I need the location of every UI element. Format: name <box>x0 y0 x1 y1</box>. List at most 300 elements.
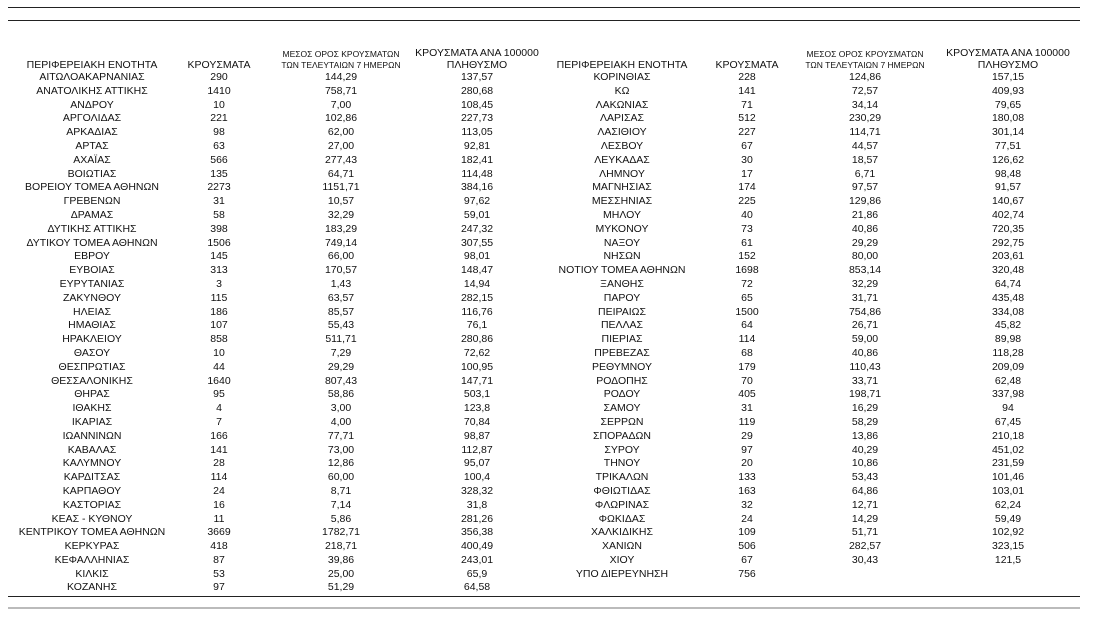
per-100000-cell: 123,8 <box>463 402 491 415</box>
table-row <box>14 581 1076 595</box>
region-cell: ΜΑΓΝΗΣΙΑΣ <box>592 181 652 194</box>
regional-cases-table <box>14 42 1076 595</box>
avg-7-days-cell: 72,57 <box>851 84 879 97</box>
cases-cell: 24 <box>213 484 225 497</box>
per-100000-cell: 140,67 <box>991 195 1025 208</box>
table-row <box>14 168 1076 182</box>
avg-7-days-cell: 6,71 <box>854 167 876 180</box>
avg-7-days-cell: 18,57 <box>851 153 879 166</box>
region-cell: ΞΑΝΘΗΣ <box>600 277 644 290</box>
region-cell: ΝΗΣΩΝ <box>603 250 641 263</box>
table-row <box>14 499 1076 513</box>
avg-7-days-cell: 51,71 <box>851 526 879 539</box>
per-100000-cell: 108,45 <box>460 98 494 111</box>
cases-cell: 17 <box>741 167 753 180</box>
per-100000-cell: 137,57 <box>460 71 494 83</box>
cases-cell: 163 <box>738 484 756 497</box>
per-100000-cell: 180,08 <box>991 112 1025 125</box>
region-cell: ΣΥΡΟΥ <box>604 443 640 456</box>
region-cell: ΗΡΑΚΛΕΙΟΥ <box>62 333 122 346</box>
avg-7-days-cell: 758,71 <box>324 84 358 97</box>
avg-7-days-cell: 34,14 <box>851 98 879 111</box>
bottom-shadow-rule <box>8 607 1080 609</box>
table-row <box>14 416 1076 430</box>
region-cell: ΙΘΑΚΗΣ <box>72 402 112 415</box>
avg-7-days-cell: 8,71 <box>330 484 352 497</box>
avg-7-days-cell: 5,86 <box>330 512 352 525</box>
region-cell: ΑΡΓΟΛΙΔΑΣ <box>62 112 122 125</box>
per-100000-cell: 227,73 <box>460 112 494 125</box>
cases-cell: 179 <box>738 360 756 373</box>
per-100000-cell: 76,1 <box>466 319 488 332</box>
avg-7-days-cell: 218,71 <box>324 540 358 553</box>
cases-cell: 858 <box>210 333 228 346</box>
region-cell: ΗΜΑΘΙΑΣ <box>68 319 116 332</box>
region-cell: ΛΕΥΚΑΔΑΣ <box>594 153 650 166</box>
region-cell: ΦΛΩΡΙΝΑΣ <box>594 498 650 511</box>
avg-7-days-cell: 40,86 <box>851 346 879 359</box>
avg-7-days-cell: 749,14 <box>324 236 358 249</box>
table-row <box>14 471 1076 485</box>
table-row <box>14 85 1076 99</box>
avg-7-days-cell <box>790 581 940 595</box>
avg-7-days-cell: 51,29 <box>327 581 355 594</box>
table-row <box>14 250 1076 264</box>
cases-cell: 64 <box>741 319 753 332</box>
cases-cell: 152 <box>738 250 756 263</box>
table-row <box>14 361 1076 375</box>
cases-cell: 756 <box>738 567 756 580</box>
cases-cell: 225 <box>738 195 756 208</box>
avg-7-days-cell: 85,57 <box>327 305 355 318</box>
cases-cell: 58 <box>213 208 225 221</box>
cases-cell: 4 <box>216 402 222 415</box>
avg-7-days-cell: 1151,71 <box>322 181 360 194</box>
per-100000-cell: 292,75 <box>991 236 1025 249</box>
header-avg-7-days: ΜΕΣΟΣ ΟΡΟΣ ΚΡΟΥΣΜΑΤΩΝ ΤΩΝ ΤΕΛΕΥΤΑΙΩΝ 7 ΗΜΕΡΩΝ <box>805 49 925 70</box>
cases-cell: 1410 <box>207 84 231 97</box>
avg-7-days-cell: 282,57 <box>848 540 882 553</box>
table-row <box>14 209 1076 223</box>
avg-7-days-cell: 170,57 <box>324 264 358 277</box>
per-100000-cell: 384,16 <box>460 181 494 194</box>
region-cell: ΝΟΤΙΟΥ ΤΟΜΕΑ ΑΘΗΝΩΝ <box>558 264 686 277</box>
avg-7-days-cell: 16,29 <box>851 402 879 415</box>
region-cell: ΠΑΡΟΥ <box>603 291 641 304</box>
region-cell: ΠΙΕΡΙΑΣ <box>601 333 643 346</box>
table-row <box>14 347 1076 361</box>
per-100000-cell: 101,46 <box>991 471 1025 484</box>
region-cell: ΚΑΡΠΑΘΟΥ <box>62 484 122 497</box>
cases-cell: 31 <box>213 195 225 208</box>
cases-cell: 72 <box>741 277 753 290</box>
region-cell <box>540 581 704 595</box>
region-cell: ΣΑΜΟΥ <box>603 402 641 415</box>
avg-7-days-cell: 39,86 <box>327 553 355 566</box>
region-cell: ΚΟΡΙΝΘΙΑΣ <box>593 71 651 83</box>
per-100000-cell: 435,48 <box>991 291 1025 304</box>
region-cell: ΕΒΡΟΥ <box>74 250 110 263</box>
region-cell: ΛΑΚΩΝΙΑΣ <box>595 98 649 111</box>
region-cell: ΣΠΟΡΑΔΩΝ <box>593 429 651 442</box>
table-row <box>14 333 1076 347</box>
per-100000-cell: 337,98 <box>991 388 1025 401</box>
cases-cell: 566 <box>210 153 228 166</box>
per-100000-cell: 182,41 <box>460 153 494 166</box>
cases-cell: 228 <box>738 71 756 83</box>
cases-cell: 67 <box>741 553 753 566</box>
per-100000-cell: 280,86 <box>460 333 494 346</box>
region-cell: ΘΕΣΠΡΩΤΙΑΣ <box>58 360 126 373</box>
per-100000-cell: 114,48 <box>461 167 493 180</box>
avg-7-days-cell: 53,43 <box>851 471 879 484</box>
avg-7-days-cell: 1,43 <box>330 277 352 290</box>
table-row <box>14 264 1076 278</box>
per-100000-cell: 113,05 <box>461 126 493 139</box>
table-row <box>14 154 1076 168</box>
cases-cell: 221 <box>210 112 228 125</box>
cases-cell: 70 <box>741 374 753 387</box>
per-100000-cell <box>940 568 1076 582</box>
cases-cell: 398 <box>210 222 228 235</box>
avg-7-days-cell: 13,86 <box>851 429 879 442</box>
region-cell: ΦΩΚΙΔΑΣ <box>598 512 646 525</box>
per-100000-cell: 280,68 <box>460 84 494 97</box>
avg-7-days-cell: 32,29 <box>851 277 879 290</box>
cases-cell: 87 <box>213 553 225 566</box>
avg-7-days-cell: 63,57 <box>327 291 355 304</box>
per-100000-cell: 95,07 <box>463 457 491 470</box>
avg-7-days-cell: 124,86 <box>848 71 882 83</box>
table-row <box>14 430 1076 444</box>
cases-cell: 68 <box>741 346 753 359</box>
table-row <box>14 526 1076 540</box>
table-row <box>14 388 1076 402</box>
per-100000-cell: 103,01 <box>991 484 1025 497</box>
region-cell: ΚΑΡΔΙΤΣΑΣ <box>63 471 121 484</box>
cases-cell: 10 <box>213 346 225 359</box>
per-100000-cell: 65,9 <box>466 567 488 580</box>
region-cell: ΒΟΡΕΙΟΥ ΤΟΜΕΑ ΑΘΗΝΩΝ <box>25 181 159 194</box>
per-100000-cell: 328,32 <box>460 484 494 497</box>
region-cell: ΚΑΛΥΜΝΟΥ <box>62 457 122 470</box>
avg-7-days-cell: 27,00 <box>327 139 355 152</box>
per-100000-cell: 14,94 <box>463 277 491 290</box>
header-region: ΠΕΡΙΦΕΡΕΙΑΚΗ ΕΝΟΤΗΤΑ <box>556 59 688 71</box>
per-100000-cell: 148,47 <box>460 264 494 277</box>
cases-cell: 114 <box>738 333 756 346</box>
region-cell: ΑΡΚΑΔΙΑΣ <box>66 126 118 139</box>
region-cell: ΡΟΔΟΠΗΣ <box>596 374 648 387</box>
region-cell: ΜΥΚΟΝΟΥ <box>595 222 649 235</box>
cases-cell: 1698 <box>735 264 759 277</box>
avg-7-days-cell: 40,29 <box>851 443 879 456</box>
table-row <box>14 71 1076 85</box>
avg-7-days-cell: 29,29 <box>327 360 355 373</box>
per-100000-cell: 112,87 <box>461 443 493 456</box>
per-100000-cell: 231,59 <box>991 457 1025 470</box>
avg-7-days-cell: 14,29 <box>851 512 879 525</box>
cases-cell: 109 <box>738 526 756 539</box>
region-cell: ΧΑΝΙΩΝ <box>602 540 642 553</box>
avg-7-days-cell: 511,71 <box>325 333 357 346</box>
cases-cell: 1506 <box>207 236 231 249</box>
cases-cell: 3 <box>216 277 222 290</box>
region-cell: ΓΡΕΒΕΝΩΝ <box>63 195 121 208</box>
per-100000-cell: 100,4 <box>463 471 491 484</box>
cases-cell: 29 <box>741 429 753 442</box>
per-100000-cell: 98,87 <box>463 429 491 442</box>
per-100000-cell: 323,15 <box>991 540 1025 553</box>
avg-7-days-cell: 4,00 <box>330 415 352 428</box>
region-cell: ΚΑΒΑΛΑΣ <box>67 443 117 456</box>
avg-7-days-cell <box>790 568 940 582</box>
cases-cell: 32 <box>741 498 753 511</box>
header-per-100000: ΚΡΟΥΣΜΑΤΑ ΑΝΑ 100000 ΠΛΗΘΥΣΜΟ <box>946 47 1070 71</box>
region-cell: ΡΟΔΟΥ <box>603 388 641 401</box>
per-100000-cell <box>940 581 1076 595</box>
region-cell: ΣΕΡΡΩΝ <box>600 415 644 428</box>
avg-7-days-cell: 230,29 <box>848 112 882 125</box>
header-region: ΠΕΡΙΦΕΡΕΙΑΚΗ ΕΝΟΤΗΤΑ <box>26 59 158 71</box>
region-cell: ΛΕΣΒΟΥ <box>600 139 644 152</box>
cases-cell: 53 <box>213 567 225 580</box>
table-row <box>14 444 1076 458</box>
avg-7-days-cell: 12,86 <box>327 457 355 470</box>
per-100000-cell: 59,01 <box>463 208 491 221</box>
cases-cell: 97 <box>213 581 225 594</box>
cases-cell: 44 <box>213 360 225 373</box>
avg-7-days-cell: 58,29 <box>851 415 879 428</box>
avg-7-days-cell: 277,43 <box>324 153 358 166</box>
cases-cell: 1640 <box>207 374 231 387</box>
avg-7-days-cell: 198,71 <box>848 388 882 401</box>
per-100000-cell: 157,15 <box>991 71 1025 83</box>
avg-7-days-cell: 44,57 <box>851 139 879 152</box>
per-100000-cell: 121,5 <box>994 553 1022 566</box>
cases-cell: 10 <box>213 98 225 111</box>
per-100000-cell: 94 <box>1002 402 1014 415</box>
avg-7-days-cell: 64,71 <box>327 167 355 180</box>
cases-cell: 512 <box>738 112 756 125</box>
top-rule <box>8 7 1080 8</box>
cases-cell: 506 <box>738 540 756 553</box>
cases-cell: 141 <box>210 443 228 456</box>
region-cell: ΑΡΤΑΣ <box>75 139 109 152</box>
avg-7-days-cell: 59,00 <box>851 333 879 346</box>
region-cell: ΕΥΒΟΙΑΣ <box>69 264 115 277</box>
avg-7-days-cell: 10,57 <box>327 195 355 208</box>
region-cell: ΛΗΜΝΟΥ <box>599 167 645 180</box>
header-per-100000: ΚΡΟΥΣΜΑΤΑ ΑΝΑ 100000 ΠΛΗΘΥΣΜΟ <box>415 47 539 71</box>
per-100000-cell: 503,1 <box>463 388 491 401</box>
region-cell: ΔΡΑΜΑΣ <box>70 208 114 221</box>
table-row <box>14 195 1076 209</box>
per-100000-cell: 720,35 <box>991 222 1025 235</box>
avg-7-days-cell: 58,86 <box>327 388 355 401</box>
per-100000-cell: 320,48 <box>991 264 1025 277</box>
region-cell: ΛΑΡΙΣΑΣ <box>600 112 644 125</box>
cases-cell: 24 <box>741 512 753 525</box>
avg-7-days-cell: 144,29 <box>324 71 358 83</box>
table-row <box>14 112 1076 126</box>
per-100000-cell: 64,74 <box>994 277 1022 290</box>
table-row <box>14 568 1076 582</box>
avg-7-days-cell: 12,71 <box>851 498 879 511</box>
region-cell: ΚΕΦΑΛΛΗΝΙΑΣ <box>54 553 130 566</box>
table-row <box>14 485 1076 499</box>
region-cell: ΦΘΙΩΤΙΔΑΣ <box>593 484 651 497</box>
cases-cell: 61 <box>741 236 753 249</box>
per-100000-cell: 91,57 <box>994 181 1022 194</box>
avg-7-days-cell: 102,86 <box>324 112 358 125</box>
avg-7-days-cell: 21,86 <box>851 208 879 221</box>
cases-cell: 65 <box>741 291 753 304</box>
avg-7-days-cell: 3,00 <box>330 402 352 415</box>
avg-7-days-cell: 183,29 <box>324 222 358 235</box>
table-row <box>14 554 1076 568</box>
cases-cell: 11 <box>213 512 225 525</box>
header-cases: ΚΡΟΥΣΜΑΤΑ <box>187 59 251 71</box>
avg-7-days-cell: 807,43 <box>324 374 358 387</box>
per-100000-cell: 126,62 <box>991 153 1025 166</box>
region-cell: ΚΕΑΣ - ΚΥΘΝΟΥ <box>51 512 133 525</box>
region-cell: ΜΗΛΟΥ <box>603 208 641 221</box>
header-avg-7-days: ΜΕΣΟΣ ΟΡΟΣ ΚΡΟΥΣΜΑΤΩΝ ΤΩΝ ΤΕΛΕΥΤΑΙΩΝ 7 ΗΜΕΡΩΝ <box>281 49 401 70</box>
avg-7-days-cell: 10,86 <box>851 457 879 470</box>
per-100000-cell: 102,92 <box>991 526 1025 539</box>
cases-cell: 67 <box>741 139 753 152</box>
cases-cell: 97 <box>741 443 753 456</box>
region-cell: ΑΧΑΪΑΣ <box>73 153 111 166</box>
per-100000-cell: 118,28 <box>992 346 1024 359</box>
cases-cell: 3669 <box>207 526 231 539</box>
table-row <box>14 126 1076 140</box>
region-cell: ΚΕΡΚΥΡΑΣ <box>64 540 120 553</box>
avg-7-days-cell: 110,43 <box>849 360 881 373</box>
avg-7-days-cell: 62,00 <box>327 126 355 139</box>
avg-7-days-cell: 25,00 <box>327 567 355 580</box>
region-cell: ΑΝΔΡΟΥ <box>70 98 114 111</box>
avg-7-days-cell: 114,71 <box>849 126 881 139</box>
per-100000-cell: 247,32 <box>460 222 494 235</box>
avg-7-days-cell: 40,86 <box>851 222 879 235</box>
cases-cell: 28 <box>213 457 225 470</box>
region-cell: ΔΥΤΙΚΗΣ ΑΤΤΙΚΗΣ <box>47 222 137 235</box>
region-cell: ΜΕΣΣΗΝΙΑΣ <box>591 195 653 208</box>
avg-7-days-cell: 853,14 <box>848 264 882 277</box>
avg-7-days-cell: 80,00 <box>851 250 879 263</box>
region-cell: ΗΛΕΙΑΣ <box>72 305 111 318</box>
per-100000-cell: 100,95 <box>460 360 494 373</box>
table-row <box>14 140 1076 154</box>
region-cell: ΥΠΟ ΔΙΕΡΕΥΝΗΣΗ <box>575 567 669 580</box>
avg-7-days-cell: 73,00 <box>327 443 355 456</box>
cases-cell: 115 <box>210 291 228 304</box>
per-100000-cell: 451,02 <box>991 443 1025 456</box>
region-cell: ΒΟΙΩΤΙΑΣ <box>67 167 117 180</box>
avg-7-days-cell: 129,86 <box>848 195 882 208</box>
cases-cell: 1500 <box>735 305 759 318</box>
avg-7-days-cell: 7,14 <box>330 498 352 511</box>
cases-cell: 227 <box>738 126 756 139</box>
table-row <box>14 181 1076 195</box>
cases-cell: 186 <box>210 305 228 318</box>
table-row <box>14 306 1076 320</box>
per-100000-cell: 307,55 <box>460 236 494 249</box>
per-100000-cell: 70,84 <box>463 415 491 428</box>
per-100000-cell: 334,08 <box>991 305 1025 318</box>
avg-7-days-cell: 77,71 <box>327 429 355 442</box>
table-row <box>14 292 1076 306</box>
table-row <box>14 237 1076 251</box>
table-row <box>14 402 1076 416</box>
cases-cell: 114 <box>210 471 228 484</box>
avg-7-days-cell: 26,71 <box>851 319 879 332</box>
per-100000-cell: 98,48 <box>994 167 1022 180</box>
cases-cell <box>704 581 790 595</box>
table-row <box>14 375 1076 389</box>
avg-7-days-cell: 60,00 <box>327 471 355 484</box>
per-100000-cell: 72,62 <box>463 346 491 359</box>
cases-cell: 166 <box>210 429 228 442</box>
avg-7-days-cell: 33,71 <box>851 374 879 387</box>
header-rule <box>8 20 1080 21</box>
table-row <box>14 457 1076 471</box>
per-100000-cell: 67,45 <box>994 415 1022 428</box>
table-body <box>14 71 1076 595</box>
table-header-row <box>14 42 1076 71</box>
avg-7-days-cell: 754,86 <box>848 305 882 318</box>
region-cell: ΕΥΡΥΤΑΝΙΑΣ <box>59 277 125 290</box>
table-row <box>14 319 1076 333</box>
per-100000-cell: 147,71 <box>460 374 494 387</box>
per-100000-cell: 45,82 <box>994 319 1022 332</box>
per-100000-cell: 64,58 <box>463 581 491 594</box>
per-100000-cell: 281,26 <box>460 512 494 525</box>
bottom-rule <box>8 596 1080 597</box>
per-100000-cell: 77,51 <box>994 139 1022 152</box>
per-100000-cell: 98,01 <box>463 250 491 263</box>
cases-cell: 145 <box>210 250 228 263</box>
avg-7-days-cell: 29,29 <box>851 236 879 249</box>
per-100000-cell: 210,18 <box>991 429 1025 442</box>
region-cell: ΘΕΣΣΑΛΟΝΙΚΗΣ <box>51 374 133 387</box>
region-cell: ΑΙΤΩΛΟΑΚΑΡΝΑΝΙΑΣ <box>39 71 145 83</box>
cases-cell: 30 <box>741 153 753 166</box>
region-cell: ΑΝΑΤΟΛΙΚΗΣ ΑΤΤΙΚΗΣ <box>36 84 148 97</box>
cases-cell: 174 <box>738 181 756 194</box>
per-100000-cell: 243,01 <box>460 553 494 566</box>
cases-cell: 313 <box>210 264 228 277</box>
cases-cell: 16 <box>213 498 225 511</box>
cases-cell: 418 <box>210 540 228 553</box>
per-100000-cell: 31,8 <box>466 498 488 511</box>
cases-cell: 71 <box>741 98 753 111</box>
per-100000-cell: 97,62 <box>463 195 491 208</box>
table-row <box>14 278 1076 292</box>
cases-cell: 31 <box>741 402 753 415</box>
region-cell: ΡΕΘΥΜΝΟΥ <box>591 360 652 373</box>
per-100000-cell: 116,76 <box>461 305 493 318</box>
cases-cell: 405 <box>738 388 756 401</box>
avg-7-days-cell: 7,29 <box>330 346 352 359</box>
region-cell: ΠΕΛΛΑΣ <box>600 319 644 332</box>
region-cell: ΔΥΤΙΚΟΥ ΤΟΜΕΑ ΑΘΗΝΩΝ <box>26 236 158 249</box>
per-100000-cell: 79,65 <box>994 98 1022 111</box>
region-cell: ΝΑΞΟΥ <box>603 236 641 249</box>
avg-7-days-cell: 1782,71 <box>322 526 360 539</box>
